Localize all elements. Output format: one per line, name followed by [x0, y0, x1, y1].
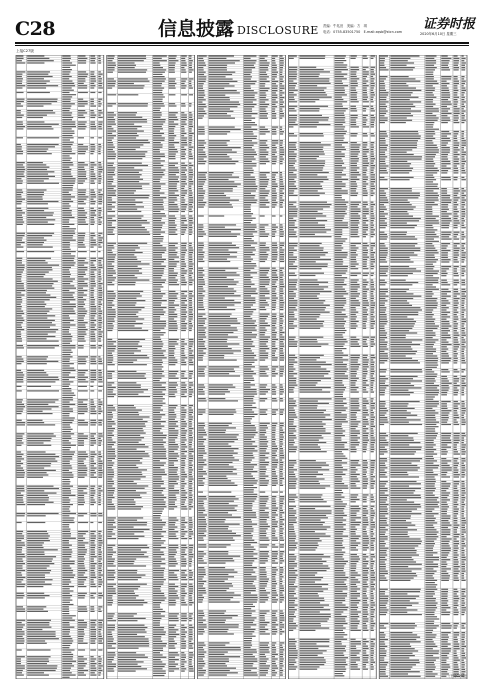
page-number: C28 — [15, 18, 56, 40]
disclosure-tables — [15, 48, 469, 680]
publication-date: 2020年6月10日 星期三 — [420, 32, 457, 36]
table-column-2 — [107, 55, 195, 679]
table-column-4 — [288, 55, 376, 679]
section-title: 信息披露 — [158, 18, 235, 40]
brand-logo: 证券时报 — [423, 17, 476, 32]
table-column-3 — [198, 55, 286, 679]
continued-from-label: 上接C27版 — [16, 49, 34, 53]
masthead — [15, 17, 476, 40]
table-column-5 — [379, 55, 467, 679]
header-rule-thin — [15, 45, 469, 46]
header-rule — [15, 42, 469, 44]
table-column-1 — [16, 55, 104, 679]
editor-line: 责编：牛兆田 美编：方 琪 — [323, 24, 368, 28]
continued-to-note: （下转C29版） — [446, 674, 469, 678]
holding-tables — [15, 55, 469, 679]
section-title-en: DISCLOSURE — [237, 24, 319, 37]
contact-line: 电话：0755-83501750 E-mail:zqsb@stcn.com — [323, 30, 403, 34]
